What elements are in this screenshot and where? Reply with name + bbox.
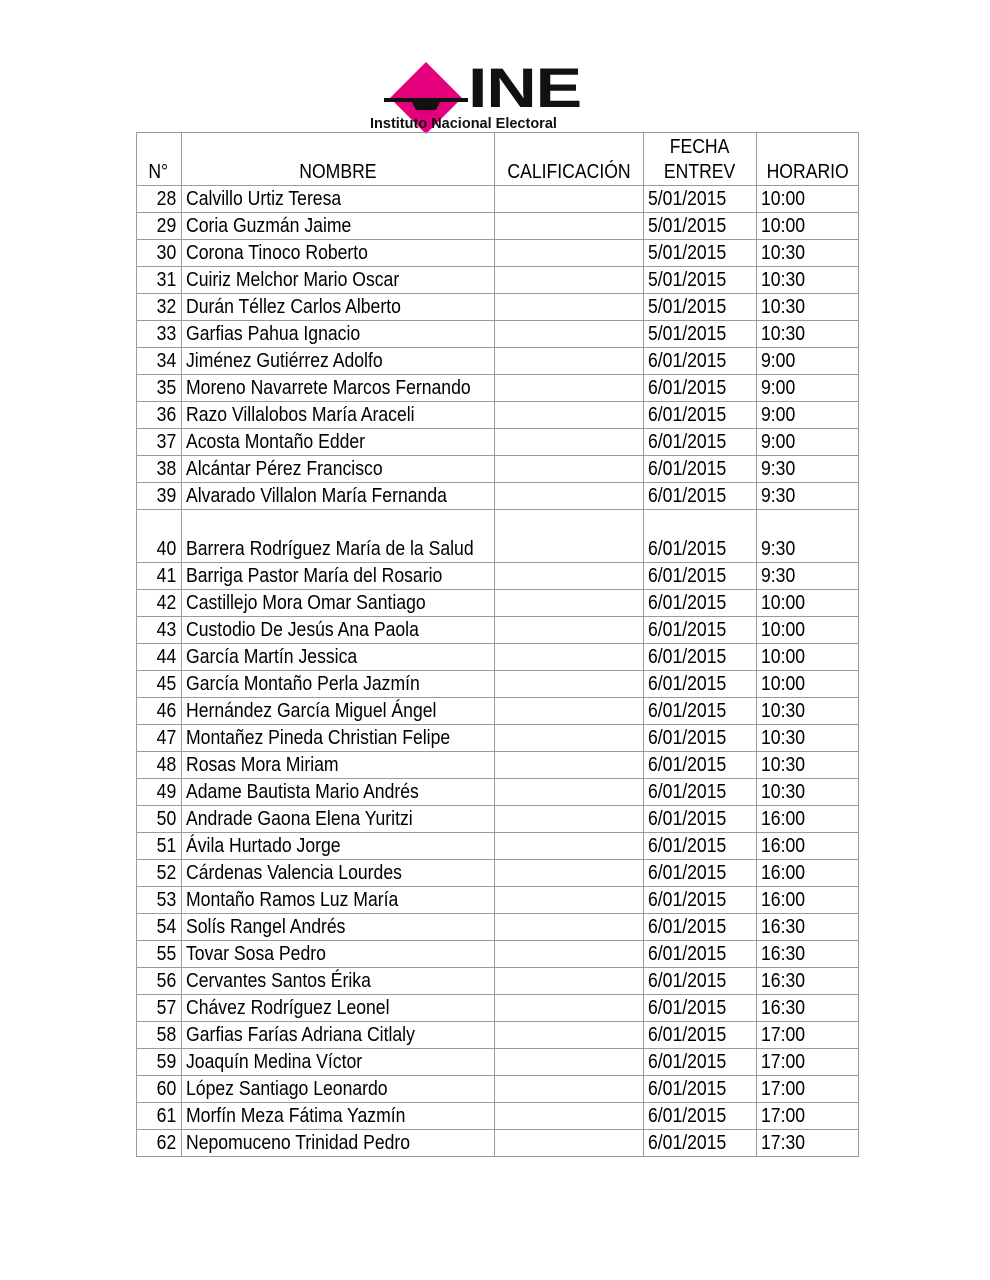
- row-date: 6/01/2015: [644, 510, 757, 563]
- row-time: 10:00: [757, 213, 859, 240]
- row-time: 10:30: [757, 752, 859, 779]
- row-number: 40: [137, 510, 182, 563]
- row-grade: [495, 267, 644, 294]
- row-date: 5/01/2015: [644, 294, 757, 321]
- row-number: 35: [137, 375, 182, 402]
- table-body: [137, 186, 859, 1157]
- row-number: 59: [137, 1049, 182, 1076]
- row-date: 6/01/2015: [644, 348, 757, 375]
- row-date: 6/01/2015: [644, 914, 757, 941]
- table-row: [137, 294, 859, 321]
- row-date: 6/01/2015: [644, 725, 757, 752]
- row-date: 6/01/2015: [644, 617, 757, 644]
- row-date: 6/01/2015: [644, 968, 757, 995]
- row-grade: [495, 1049, 644, 1076]
- row-grade: [495, 510, 644, 563]
- row-grade: [495, 779, 644, 806]
- table-row: [137, 429, 859, 456]
- row-date: 6/01/2015: [644, 402, 757, 429]
- row-time: 10:30: [757, 321, 859, 348]
- row-time: 17:00: [757, 1049, 859, 1076]
- table-row: [137, 617, 859, 644]
- table-row: [137, 402, 859, 429]
- row-number: 33: [137, 321, 182, 348]
- table-row: [137, 510, 859, 563]
- row-grade: [495, 806, 644, 833]
- row-time: 9:00: [757, 402, 859, 429]
- row-date: 6/01/2015: [644, 887, 757, 914]
- row-date: 6/01/2015: [644, 698, 757, 725]
- row-grade: [495, 375, 644, 402]
- row-number: 37: [137, 429, 182, 456]
- row-number: 47: [137, 725, 182, 752]
- row-date: 6/01/2015: [644, 806, 757, 833]
- table-row: [137, 941, 859, 968]
- row-number: 30: [137, 240, 182, 267]
- row-name: Razo Villalobos María Araceli: [182, 402, 495, 429]
- table-row: [137, 1076, 859, 1103]
- row-date: 6/01/2015: [644, 563, 757, 590]
- row-name: Cervantes Santos Érika: [182, 968, 495, 995]
- header-name: NOMBRE: [182, 133, 495, 186]
- row-grade: [495, 213, 644, 240]
- row-name: Nepomuceno Trinidad Pedro: [182, 1130, 495, 1157]
- row-date: 5/01/2015: [644, 321, 757, 348]
- table-row: [137, 267, 859, 294]
- row-name: Cuiriz Melchor Mario Oscar: [182, 267, 495, 294]
- row-date: 6/01/2015: [644, 941, 757, 968]
- row-grade: [495, 671, 644, 698]
- row-number: 49: [137, 779, 182, 806]
- interview-schedule-table: [136, 132, 859, 1157]
- row-date: 6/01/2015: [644, 1103, 757, 1130]
- logo-subtitle: Instituto Nacional Electoral: [370, 116, 557, 132]
- row-time: 10:00: [757, 644, 859, 671]
- row-date: 6/01/2015: [644, 1049, 757, 1076]
- row-time: 10:30: [757, 267, 859, 294]
- row-name: Coria Guzmán Jaime: [182, 213, 495, 240]
- table-row: [137, 914, 859, 941]
- row-name: Jiménez Gutiérrez Adolfo: [182, 348, 495, 375]
- row-time: 9:00: [757, 348, 859, 375]
- row-time: 16:30: [757, 995, 859, 1022]
- row-number: 28: [137, 186, 182, 213]
- row-name: Acosta Montaño Edder: [182, 429, 495, 456]
- table-row: [137, 1103, 859, 1130]
- row-name: Durán Téllez Carlos Alberto: [182, 294, 495, 321]
- row-grade: [495, 968, 644, 995]
- row-date: 6/01/2015: [644, 1022, 757, 1049]
- row-name: Hernández García Miguel Ángel: [182, 698, 495, 725]
- row-time: 10:30: [757, 240, 859, 267]
- row-number: 46: [137, 698, 182, 725]
- row-time: 16:30: [757, 941, 859, 968]
- row-name: García Martín Jessica: [182, 644, 495, 671]
- table-row: [137, 240, 859, 267]
- header-grade: CALIFICACIÓN: [495, 133, 644, 186]
- row-grade: [495, 402, 644, 429]
- row-name: Montaño Ramos Luz María: [182, 887, 495, 914]
- row-number: 61: [137, 1103, 182, 1130]
- row-grade: [495, 563, 644, 590]
- row-grade: [495, 914, 644, 941]
- row-grade: [495, 1076, 644, 1103]
- table-row: [137, 563, 859, 590]
- row-grade: [495, 617, 644, 644]
- row-time: 17:30: [757, 1130, 859, 1157]
- row-number: 38: [137, 456, 182, 483]
- row-number: 56: [137, 968, 182, 995]
- row-number: 36: [137, 402, 182, 429]
- row-date: 6/01/2015: [644, 644, 757, 671]
- row-date: 5/01/2015: [644, 213, 757, 240]
- row-time: 17:00: [757, 1076, 859, 1103]
- row-number: 29: [137, 213, 182, 240]
- table-row: [137, 321, 859, 348]
- row-grade: [495, 456, 644, 483]
- row-number: 34: [137, 348, 182, 375]
- row-grade: [495, 590, 644, 617]
- table-row: [137, 887, 859, 914]
- table-row: [137, 806, 859, 833]
- row-date: 6/01/2015: [644, 995, 757, 1022]
- table-row: [137, 833, 859, 860]
- row-grade: [495, 725, 644, 752]
- table-row: [137, 590, 859, 617]
- row-number: 43: [137, 617, 182, 644]
- row-name: Alvarado Villalon María Fernanda: [182, 483, 495, 510]
- row-number: 52: [137, 860, 182, 887]
- row-time: 10:00: [757, 617, 859, 644]
- row-grade: [495, 995, 644, 1022]
- row-number: 53: [137, 887, 182, 914]
- row-name: Tovar Sosa Pedro: [182, 941, 495, 968]
- row-time: 16:00: [757, 887, 859, 914]
- row-time: 9:30: [757, 510, 859, 563]
- row-date: 6/01/2015: [644, 752, 757, 779]
- row-number: 51: [137, 833, 182, 860]
- row-date: 6/01/2015: [644, 483, 757, 510]
- row-name: Garfias Farías Adriana Citlaly: [182, 1022, 495, 1049]
- row-time: 10:30: [757, 294, 859, 321]
- row-name: Morfín Meza Fátima Yazmín: [182, 1103, 495, 1130]
- row-name: García Montaño Perla Jazmín: [182, 671, 495, 698]
- row-number: 48: [137, 752, 182, 779]
- row-grade: [495, 941, 644, 968]
- row-name: Garfias Pahua Ignacio: [182, 321, 495, 348]
- table-row: [137, 1049, 859, 1076]
- row-grade: [495, 240, 644, 267]
- row-date: 5/01/2015: [644, 240, 757, 267]
- row-number: 62: [137, 1130, 182, 1157]
- row-date: 6/01/2015: [644, 375, 757, 402]
- row-number: 44: [137, 644, 182, 671]
- row-date: 6/01/2015: [644, 1130, 757, 1157]
- table-row: [137, 456, 859, 483]
- row-name: Alcántar Pérez Francisco: [182, 456, 495, 483]
- header-date: FECHA ENTREV: [644, 133, 757, 186]
- row-grade: [495, 294, 644, 321]
- row-grade: [495, 321, 644, 348]
- row-name: Adame Bautista Mario Andrés: [182, 779, 495, 806]
- row-time: 9:30: [757, 456, 859, 483]
- row-date: 6/01/2015: [644, 590, 757, 617]
- row-time: 16:00: [757, 833, 859, 860]
- table-row: [137, 698, 859, 725]
- row-number: 32: [137, 294, 182, 321]
- header-number: N°: [137, 133, 182, 186]
- row-number: 45: [137, 671, 182, 698]
- row-name: Moreno Navarrete Marcos Fernando: [182, 375, 495, 402]
- row-time: 10:00: [757, 590, 859, 617]
- row-number: 31: [137, 267, 182, 294]
- row-number: 50: [137, 806, 182, 833]
- table-row: [137, 671, 859, 698]
- table-row: [137, 968, 859, 995]
- row-grade: [495, 1022, 644, 1049]
- row-time: 10:30: [757, 725, 859, 752]
- row-number: 54: [137, 914, 182, 941]
- table-row: [137, 860, 859, 887]
- header-time: HORARIO: [757, 133, 859, 186]
- row-grade: [495, 483, 644, 510]
- row-name: Cárdenas Valencia Lourdes: [182, 860, 495, 887]
- row-time: 10:00: [757, 186, 859, 213]
- row-grade: [495, 887, 644, 914]
- table-row: [137, 644, 859, 671]
- row-name: Custodio De Jesús Ana Paola: [182, 617, 495, 644]
- row-name: Calvillo Urtiz Teresa: [182, 186, 495, 213]
- row-date: 6/01/2015: [644, 429, 757, 456]
- row-date: 6/01/2015: [644, 779, 757, 806]
- row-date: 5/01/2015: [644, 267, 757, 294]
- row-name: López Santiago Leonardo: [182, 1076, 495, 1103]
- row-time: 10:30: [757, 698, 859, 725]
- row-date: 6/01/2015: [644, 671, 757, 698]
- row-grade: [495, 186, 644, 213]
- row-date: 6/01/2015: [644, 1076, 757, 1103]
- row-number: 41: [137, 563, 182, 590]
- row-grade: [495, 644, 644, 671]
- row-name: Barrera Rodríguez María de la Salud: [182, 510, 495, 563]
- row-grade: [495, 429, 644, 456]
- row-time: 16:00: [757, 806, 859, 833]
- row-name: Barriga Pastor María del Rosario: [182, 563, 495, 590]
- table-row: [137, 752, 859, 779]
- row-grade: [495, 698, 644, 725]
- row-time: 9:30: [757, 563, 859, 590]
- table-row: [137, 213, 859, 240]
- table-row: [137, 1022, 859, 1049]
- table-row: [137, 375, 859, 402]
- row-time: 10:30: [757, 779, 859, 806]
- row-time: 16:30: [757, 914, 859, 941]
- row-time: 16:00: [757, 860, 859, 887]
- row-time: 9:00: [757, 429, 859, 456]
- table-row: [137, 779, 859, 806]
- table-row: [137, 348, 859, 375]
- row-name: Montañez Pineda Christian Felipe: [182, 725, 495, 752]
- row-date: 6/01/2015: [644, 456, 757, 483]
- row-time: 16:30: [757, 968, 859, 995]
- row-date: 5/01/2015: [644, 186, 757, 213]
- row-date: 6/01/2015: [644, 833, 757, 860]
- row-time: 9:30: [757, 483, 859, 510]
- row-grade: [495, 348, 644, 375]
- row-name: Ávila Hurtado Jorge: [182, 833, 495, 860]
- ine-logo: [368, 54, 624, 134]
- row-name: Corona Tinoco Roberto: [182, 240, 495, 267]
- row-grade: [495, 752, 644, 779]
- row-number: 60: [137, 1076, 182, 1103]
- row-grade: [495, 1103, 644, 1130]
- row-time: 9:00: [757, 375, 859, 402]
- row-grade: [495, 1130, 644, 1157]
- row-date: 6/01/2015: [644, 860, 757, 887]
- row-number: 39: [137, 483, 182, 510]
- table-row: [137, 483, 859, 510]
- logo-wordmark: INE: [468, 56, 581, 119]
- row-grade: [495, 833, 644, 860]
- row-name: Chávez Rodríguez Leonel: [182, 995, 495, 1022]
- table-row: [137, 725, 859, 752]
- row-time: 10:00: [757, 671, 859, 698]
- table-row: [137, 1130, 859, 1157]
- row-name: Rosas Mora Miriam: [182, 752, 495, 779]
- row-number: 55: [137, 941, 182, 968]
- row-number: 42: [137, 590, 182, 617]
- row-number: 58: [137, 1022, 182, 1049]
- row-name: Joaquín Medina Víctor: [182, 1049, 495, 1076]
- row-time: 17:00: [757, 1103, 859, 1130]
- table-row: [137, 186, 859, 213]
- row-name: Castillejo Mora Omar Santiago: [182, 590, 495, 617]
- row-grade: [495, 860, 644, 887]
- row-number: 57: [137, 995, 182, 1022]
- row-name: Andrade Gaona Elena Yuritzi: [182, 806, 495, 833]
- row-name: Solís Rangel Andrés: [182, 914, 495, 941]
- table-header-row: [137, 133, 859, 186]
- table-row: [137, 995, 859, 1022]
- row-time: 17:00: [757, 1022, 859, 1049]
